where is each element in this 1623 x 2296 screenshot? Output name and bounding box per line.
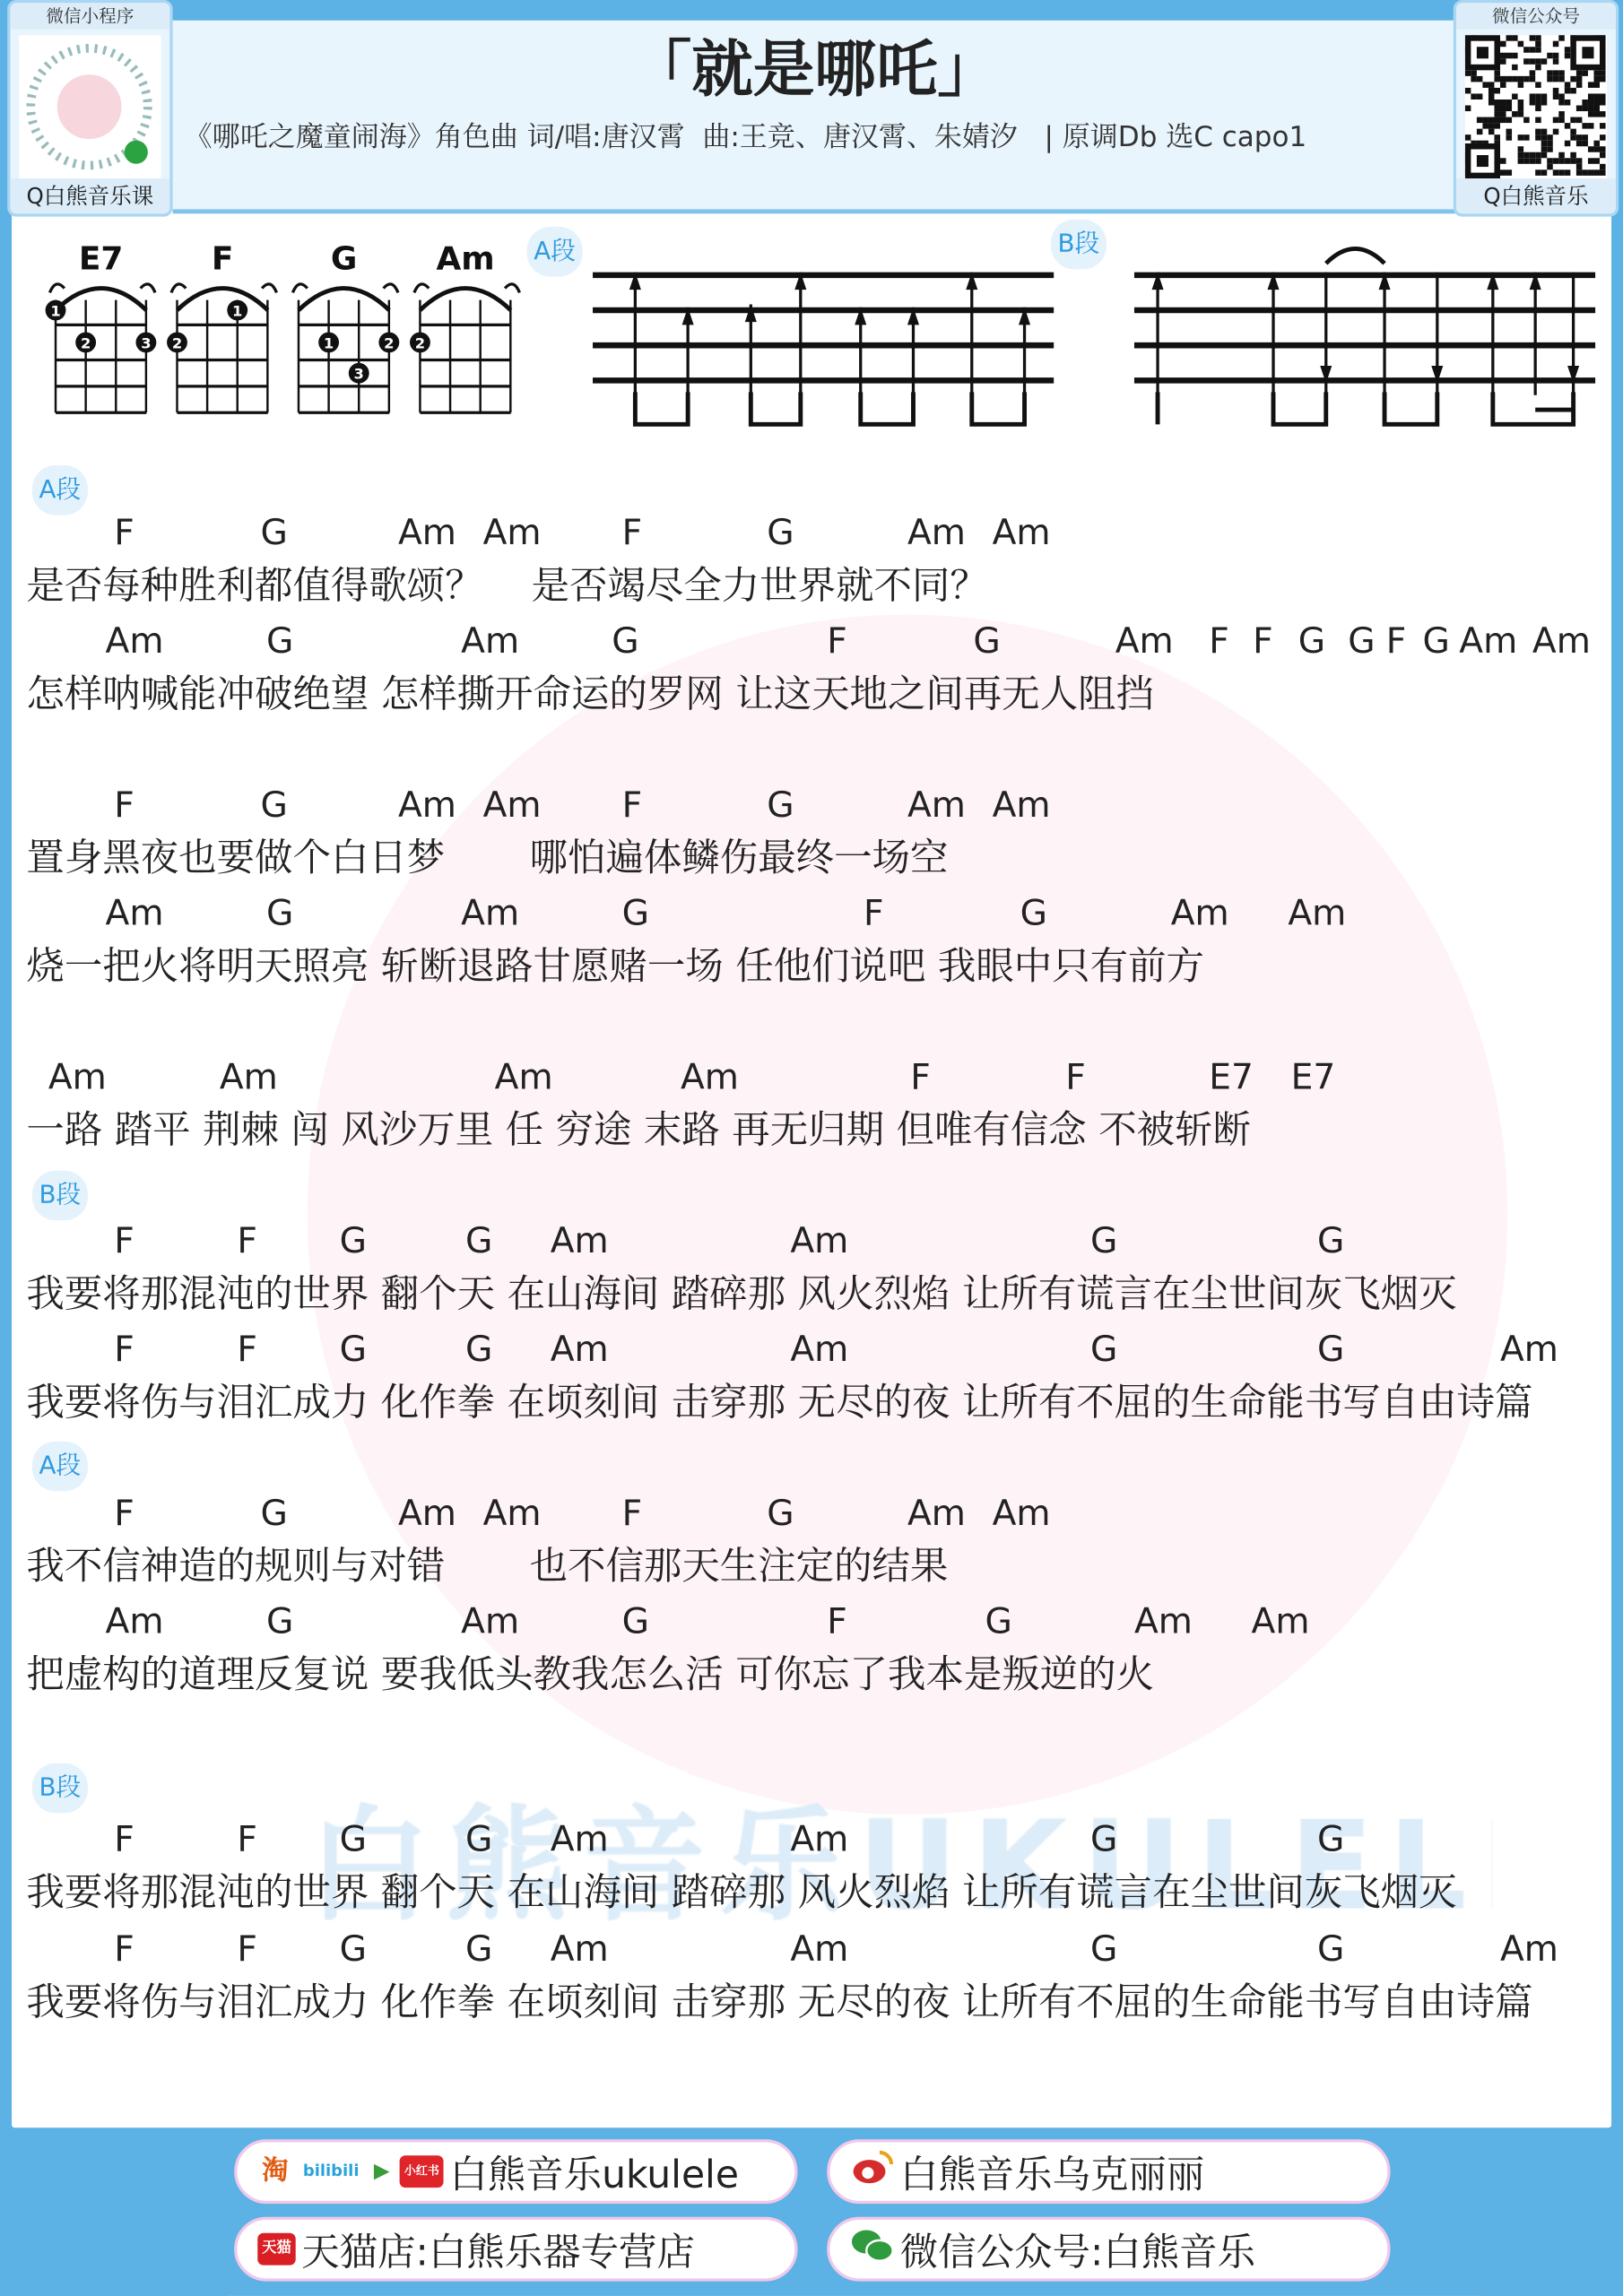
chord-label: G [973, 620, 1001, 662]
chord-label: F [237, 1329, 257, 1370]
section-label: B段 [32, 1171, 88, 1220]
lyric-line: 烧一把火将明天照亮 斩断退路甘愿赌一场 任他们说吧 我眼中只有前方 [26, 945, 1204, 990]
strum-up-arrow [794, 273, 806, 395]
chord-label: Am [494, 1056, 553, 1098]
chord-label: G [1316, 1928, 1345, 1970]
chord-label: F [1385, 620, 1407, 662]
chord-label: Am [397, 512, 456, 553]
chord-label: Am [550, 1928, 609, 1970]
chord-label: G [1089, 1928, 1118, 1970]
chord-label: G [260, 1492, 288, 1534]
lyric-line: 是否每种胜利都值得歌颂？ 是否竭尽全力世界就不同？ [26, 565, 988, 609]
footer-link-tmall[interactable] [234, 2217, 797, 2282]
chord-label: G [339, 1928, 368, 1970]
chord-diagram-name: Am [436, 240, 495, 278]
strum-up-arrow [1267, 273, 1279, 395]
chord-label: G [465, 1220, 493, 1261]
chord-label: G [1020, 892, 1048, 934]
chord-label: G [266, 892, 294, 934]
strum-down-arrow [1567, 273, 1579, 395]
chord-label: F [114, 1492, 135, 1534]
footer-link-text: 微信公众号:白熊音乐 [899, 2231, 1256, 2275]
chord-label: Am [907, 784, 966, 826]
video-icon: ▶ [373, 2160, 390, 2184]
chord-label: G [767, 512, 794, 553]
chord-label: F [621, 784, 643, 826]
chord-label: Am [482, 512, 542, 553]
chord-label: F [827, 1600, 847, 1642]
chord-label: G [465, 1329, 493, 1370]
note-beam [1384, 392, 1437, 424]
chord-label: F [910, 1056, 931, 1098]
weibo-icon [850, 2147, 894, 2196]
chord-label: F [237, 1928, 257, 1970]
chord-label: E7 [1290, 1056, 1336, 1098]
chord-label: Am [1532, 620, 1591, 662]
chord-label: Am [992, 784, 1051, 826]
chord-label: Am [48, 1056, 107, 1098]
chord-label: Am [790, 1329, 849, 1370]
chord-label: G [1316, 1818, 1345, 1860]
chord-label: G [1089, 1220, 1118, 1261]
note-beam [635, 392, 688, 424]
bilibili-icon: bilibili [302, 2161, 360, 2180]
xiaohongshu-icon: 小红书 [400, 2155, 444, 2188]
chord-label: Am [790, 1818, 849, 1860]
lyric-line: 我要将伤与泪汇成力 化作拳 在顷刻间 击穿那 无尽的夜 让所有不屈的生命能书写自由诗篇 [26, 1980, 1533, 2025]
chord-label: F [237, 1818, 257, 1860]
note-beam [972, 392, 1025, 424]
chord-label: F [114, 784, 135, 826]
note-beam [1273, 392, 1326, 424]
chord-label: Am [397, 1492, 456, 1534]
chord-label: Am [461, 620, 520, 662]
strum-down-arrow [1320, 273, 1332, 395]
chord-label: G [1298, 620, 1326, 662]
chord-label: Am [461, 1600, 520, 1642]
chord-label: Am [1288, 892, 1347, 934]
lyric-line: 怎样呐喊能冲破绝望 怎样撕开命运的罗网 让这天地之间再无人阻挡 [26, 672, 1155, 717]
mini-program-caption: 微信小程序 [10, 3, 169, 29]
chord-label: Am [992, 1492, 1051, 1534]
strum-up-arrow [1487, 273, 1498, 395]
tmall-icon: 天猫 [257, 2233, 295, 2266]
chord-label: Am [550, 1818, 609, 1860]
svg-text:2: 2 [80, 334, 91, 352]
chord-label: G [339, 1329, 368, 1370]
chord-label: F [114, 1329, 135, 1370]
chord-label: Am [1500, 1928, 1558, 1970]
official-account-caption: 微信公众号 [1456, 3, 1616, 29]
chord-label: G [612, 620, 639, 662]
official-account-search: Q白熊音乐 [1456, 178, 1616, 213]
chord-label: G [985, 1600, 1012, 1642]
chord-label: Am [219, 1056, 278, 1098]
lyric-line: 一路 踏平 荆棘 闯 风沙万里 任 穷途 末路 再无归期 但唯有信念 不被斩断 [26, 1109, 1251, 1154]
chord-label: G [260, 512, 288, 553]
strum-up-arrow [1530, 273, 1541, 395]
section-label: B段 [32, 1763, 88, 1813]
chord-label: F [1253, 620, 1273, 662]
chord-label: Am [105, 892, 164, 934]
chord-label: G [465, 1928, 493, 1970]
chord-label: F [863, 892, 884, 934]
chord-label: F [114, 1818, 135, 1860]
footer-link-weibo[interactable] [827, 2139, 1390, 2204]
strum-a-label: A段 [527, 227, 583, 276]
lyric-line: 置身黑夜也要做个白日梦 哪怕遍体鳞伤最终一场空 [26, 836, 949, 881]
footer-link-text: 白熊音乐ukulele [449, 2153, 739, 2197]
strum-up-arrow [966, 273, 977, 395]
chord-label: G [621, 1600, 650, 1642]
chord-label: G [266, 1600, 294, 1642]
chord-label: G [266, 620, 294, 662]
chord-diagram-name: G [330, 240, 358, 278]
chord-label: G [1422, 620, 1450, 662]
chord-diagram-name: E7 [78, 240, 124, 278]
chord-label: G [465, 1818, 493, 1860]
chord-label: F [114, 1928, 135, 1970]
strum-patterns [0, 0, 1623, 439]
chord-label: F [114, 512, 135, 553]
chord-label: G [767, 784, 794, 826]
svg-text:2: 2 [171, 334, 183, 352]
chord-label: Am [482, 784, 542, 826]
chord-label: F [827, 620, 847, 662]
chord-label: F [621, 1492, 643, 1534]
lyric-line: 把虚构的道理反复说 要我低头教我怎么活 可你忘了我本是叛逆的火 [26, 1653, 1155, 1698]
svg-text:2: 2 [414, 334, 426, 352]
chord-label: G [339, 1818, 368, 1860]
chord-label: Am [1115, 620, 1174, 662]
svg-text:3: 3 [353, 365, 364, 383]
strum-up-arrow [1152, 273, 1164, 395]
chord-label: Am [992, 512, 1051, 553]
section-label: A段 [32, 1442, 88, 1491]
chord-label: Am [550, 1329, 609, 1370]
chord-label: E7 [1209, 1056, 1254, 1098]
chord-label: F [621, 512, 643, 553]
footer-link-text: 天猫店:白熊乐器专营店 [301, 2231, 695, 2275]
svg-text:1: 1 [50, 302, 61, 320]
chord-label: F [114, 1220, 135, 1261]
chord-label: G [260, 784, 288, 826]
lyric-line: 我要将那混沌的世界 翻个天 在山海间 踏碎那 风火烈焰 让所有谎言在尘世间灰飞烟灭 [26, 1273, 1457, 1317]
note-beam [751, 392, 800, 424]
chord-label: F [1209, 620, 1229, 662]
svg-text:1: 1 [232, 302, 243, 320]
strum-up-arrow [629, 273, 641, 395]
song-info: 《哪吒之魔童闹海》角色曲 词/唱:唐汉霄 曲:王竞、唐汉霄、朱婧汐 | 原调Db 选C capo1 [184, 121, 1307, 154]
tie-mark [1326, 248, 1384, 263]
taobao-icon: 淘 [262, 2155, 289, 2187]
chord-label: Am [790, 1928, 849, 1970]
chord-label: G [1316, 1329, 1345, 1370]
chord-label: Am [1251, 1600, 1310, 1642]
chord-label: Am [1133, 1600, 1193, 1642]
chord-label: Am [680, 1056, 739, 1098]
chord-label: G [767, 1492, 794, 1534]
chord-label: Am [105, 620, 164, 662]
chord-label: G [1089, 1329, 1118, 1370]
footer-link-text: 白熊音乐乌克丽丽 [899, 2153, 1205, 2197]
chord-label: Am [1459, 620, 1518, 662]
svg-text:1: 1 [323, 334, 334, 352]
chord-label: G [1316, 1220, 1345, 1261]
chord-label: Am [397, 784, 456, 826]
chord-label: Am [1170, 892, 1229, 934]
note-beam [861, 392, 914, 424]
chord-label: Am [461, 892, 520, 934]
chord-label: Am [550, 1220, 609, 1261]
chord-diagram-name: F [211, 240, 234, 278]
strum-down-arrow [1431, 273, 1443, 395]
chord-label: G [1089, 1818, 1118, 1860]
mini-program-search: Q白熊音乐课 [10, 178, 169, 213]
song-title: 「就是哪吒」 [629, 33, 999, 106]
wechat-icon [850, 2225, 894, 2274]
chord-label: G [1348, 620, 1376, 662]
section-label: A段 [32, 465, 88, 515]
chord-label: F [237, 1220, 257, 1261]
chord-label: Am [907, 512, 966, 553]
chord-label: Am [907, 1492, 966, 1534]
strum-up-arrow [1379, 273, 1391, 395]
chord-label: G [339, 1220, 368, 1261]
chord-label: F [1065, 1056, 1086, 1098]
footer-link-wechat[interactable] [827, 2217, 1390, 2282]
svg-text:3: 3 [141, 334, 152, 352]
lyric-line: 我要将那混沌的世界 翻个天 在山海间 踏碎那 风火烈焰 让所有谎言在尘世间灰飞烟灭 [26, 1871, 1457, 1916]
strum-b-label: B段 [1051, 220, 1107, 269]
chord-label: Am [790, 1220, 849, 1261]
lyric-line: 我要将伤与泪汇成力 化作拳 在顷刻间 击穿那 无尽的夜 让所有不屈的生命能书写自由诗篇 [26, 1381, 1533, 1425]
chord-label: Am [1500, 1329, 1558, 1370]
svg-text:2: 2 [384, 334, 395, 352]
chord-label: Am [105, 1600, 164, 1642]
chord-label: Am [482, 1492, 542, 1534]
chord-label: G [621, 892, 650, 934]
lyric-line: 我不信神造的规则与对错 也不信那天生注定的结果 [26, 1545, 949, 1590]
footer-link-platforms[interactable] [234, 2139, 797, 2204]
